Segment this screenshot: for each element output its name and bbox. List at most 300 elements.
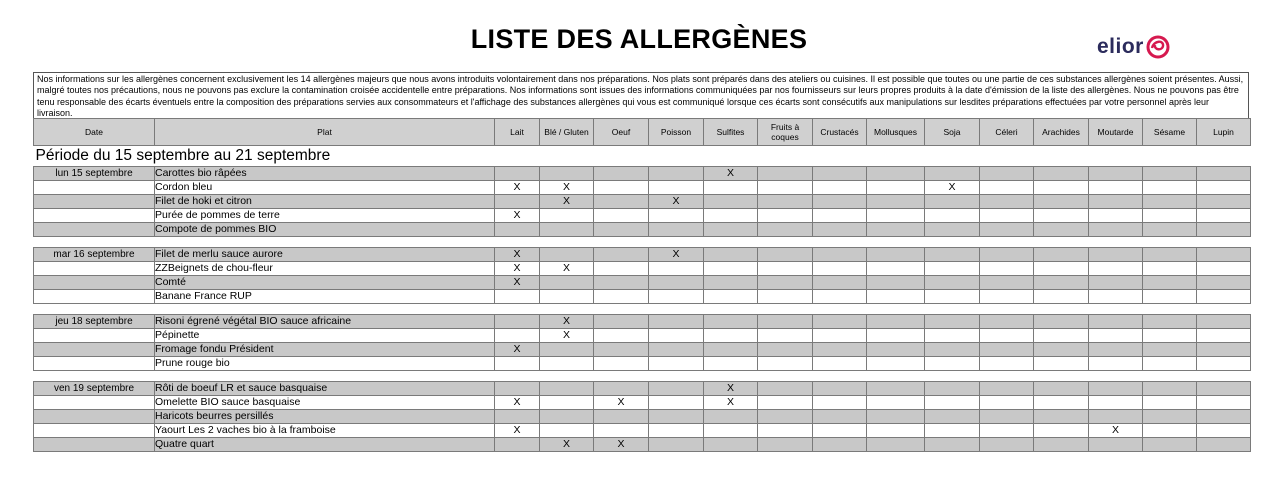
cell-sulfites	[704, 223, 758, 237]
cell-ble-gluten: X	[540, 195, 594, 209]
header-oeuf: Oeuf	[594, 119, 649, 146]
cell-moutarde	[1089, 410, 1143, 424]
cell-oeuf	[594, 223, 649, 237]
cell-sesame	[1143, 276, 1197, 290]
cell-celeri	[980, 195, 1034, 209]
cell-fruits-a-coques	[758, 343, 813, 357]
cell-oeuf	[594, 290, 649, 304]
cell-arachides	[1034, 315, 1089, 329]
cell-oeuf	[594, 382, 649, 396]
cell-lupin	[1197, 396, 1251, 410]
row-plat: Rôti de boeuf LR et sauce basquaise	[155, 382, 495, 396]
cell-soja	[925, 223, 980, 237]
page-title: LISTE DES ALLERGÈNES	[470, 24, 808, 54]
cell-lupin	[1197, 209, 1251, 223]
header-lait: Lait	[495, 119, 540, 146]
header-crustaces: Crustacés	[813, 119, 867, 146]
cell-mollusques	[867, 382, 925, 396]
cell-fruits-a-coques	[758, 396, 813, 410]
row-plat: Yaourt Les 2 vaches bio à la framboise	[155, 424, 495, 438]
cell-sesame	[1143, 290, 1197, 304]
header-poisson: Poisson	[649, 119, 704, 146]
row-date	[34, 438, 155, 452]
cell-moutarde	[1089, 382, 1143, 396]
cell-sulfites	[704, 276, 758, 290]
cell-lupin	[1197, 195, 1251, 209]
allergen-table	[33, 118, 1251, 452]
row-plat: Pépinette	[155, 329, 495, 343]
row-plat: Cordon bleu	[155, 181, 495, 195]
cell-arachides	[1034, 181, 1089, 195]
table-row	[34, 382, 1251, 396]
header-moutarde: Moutarde	[1089, 119, 1143, 146]
cell-celeri	[980, 315, 1034, 329]
cell-moutarde	[1089, 315, 1143, 329]
cell-oeuf	[594, 276, 649, 290]
cell-lupin	[1197, 315, 1251, 329]
cell-sesame	[1143, 262, 1197, 276]
cell-sulfites	[704, 290, 758, 304]
cell-ble-gluten	[540, 223, 594, 237]
cell-lupin	[1197, 343, 1251, 357]
cell-sesame	[1143, 248, 1197, 262]
cell-poisson	[649, 438, 704, 452]
cell-lait: X	[495, 262, 540, 276]
cell-lupin	[1197, 329, 1251, 343]
cell-arachides	[1034, 396, 1089, 410]
row-date	[34, 396, 155, 410]
cell-fruits-a-coques	[758, 357, 813, 371]
header-sulfites: Sulfites	[704, 119, 758, 146]
cell-moutarde	[1089, 195, 1143, 209]
cell-celeri	[980, 276, 1034, 290]
cell-arachides	[1034, 329, 1089, 343]
cell-celeri	[980, 396, 1034, 410]
cell-soja	[925, 343, 980, 357]
cell-sesame	[1143, 315, 1197, 329]
cell-sesame	[1143, 195, 1197, 209]
cell-lait: X	[495, 343, 540, 357]
cell-crustaces	[813, 209, 867, 223]
cell-sesame	[1143, 343, 1197, 357]
cell-poisson	[649, 410, 704, 424]
spacer-row	[34, 237, 1251, 248]
cell-lait: X	[495, 396, 540, 410]
cell-fruits-a-coques	[758, 248, 813, 262]
cell-moutarde	[1089, 438, 1143, 452]
row-plat: Compote de pommes BIO	[155, 223, 495, 237]
spacer-cell	[34, 304, 1251, 315]
cell-fruits-a-coques	[758, 315, 813, 329]
cell-crustaces	[813, 181, 867, 195]
cell-poisson	[649, 357, 704, 371]
cell-arachides	[1034, 262, 1089, 276]
cell-poisson	[649, 262, 704, 276]
cell-lait	[495, 382, 540, 396]
logo-text: elior	[1097, 35, 1144, 58]
cell-lupin	[1197, 276, 1251, 290]
cell-soja	[925, 290, 980, 304]
cell-soja	[925, 262, 980, 276]
period-label: Période du 15 septembre au 21 septembre	[35, 147, 331, 164]
row-plat: Prune rouge bio	[155, 357, 495, 371]
cell-fruits-a-coques	[758, 195, 813, 209]
cell-arachides	[1034, 290, 1089, 304]
cell-sulfites	[704, 209, 758, 223]
cell-mollusques	[867, 290, 925, 304]
cell-lupin	[1197, 181, 1251, 195]
cell-fruits-a-coques	[758, 223, 813, 237]
cell-crustaces	[813, 357, 867, 371]
cell-sesame	[1143, 329, 1197, 343]
row-plat: Filet de merlu sauce aurore	[155, 248, 495, 262]
row-date	[34, 290, 155, 304]
table-row	[34, 223, 1251, 237]
cell-ble-gluten	[540, 167, 594, 181]
cell-moutarde: X	[1089, 424, 1143, 438]
cell-celeri	[980, 329, 1034, 343]
cell-oeuf: X	[594, 396, 649, 410]
header-ble-gluten: Blé / Gluten	[540, 119, 594, 146]
cell-ble-gluten	[540, 209, 594, 223]
cell-lupin	[1197, 424, 1251, 438]
cell-sesame	[1143, 181, 1197, 195]
cell-mollusques	[867, 276, 925, 290]
cell-mollusques	[867, 424, 925, 438]
cell-oeuf	[594, 424, 649, 438]
cell-crustaces	[813, 290, 867, 304]
row-date	[34, 223, 155, 237]
cell-mollusques	[867, 167, 925, 181]
cell-crustaces	[813, 329, 867, 343]
cell-moutarde	[1089, 209, 1143, 223]
cell-sesame	[1143, 438, 1197, 452]
cell-crustaces	[813, 396, 867, 410]
cell-sulfites: X	[704, 382, 758, 396]
cell-celeri	[980, 382, 1034, 396]
cell-lupin	[1197, 248, 1251, 262]
cell-arachides	[1034, 167, 1089, 181]
cell-lait	[495, 329, 540, 343]
header-soja: Soja	[925, 119, 980, 146]
cell-fruits-a-coques	[758, 276, 813, 290]
cell-soja	[925, 329, 980, 343]
table-row	[34, 396, 1251, 410]
cell-sulfites	[704, 315, 758, 329]
cell-lait: X	[495, 424, 540, 438]
table-row	[34, 248, 1251, 262]
cell-moutarde	[1089, 357, 1143, 371]
row-date	[34, 276, 155, 290]
cell-fruits-a-coques	[758, 329, 813, 343]
cell-sulfites: X	[704, 396, 758, 410]
row-plat: Haricots beurres persillés	[155, 410, 495, 424]
row-date: jeu 18 septembre	[34, 315, 155, 329]
header-date: Date	[34, 119, 155, 146]
header-arachides: Arachides	[1034, 119, 1089, 146]
cell-crustaces	[813, 315, 867, 329]
cell-ble-gluten: X	[540, 329, 594, 343]
cell-mollusques	[867, 410, 925, 424]
cell-soja	[925, 167, 980, 181]
cell-crustaces	[813, 167, 867, 181]
cell-lupin	[1197, 382, 1251, 396]
cell-moutarde	[1089, 262, 1143, 276]
cell-crustaces	[813, 382, 867, 396]
cell-arachides	[1034, 223, 1089, 237]
table-row	[34, 276, 1251, 290]
table-row	[34, 315, 1251, 329]
header-fruits-a-coques: Fruits à coques	[758, 119, 813, 146]
spacer-cell	[34, 371, 1251, 382]
cell-poisson	[649, 209, 704, 223]
cell-ble-gluten: X	[540, 438, 594, 452]
cell-lait	[495, 223, 540, 237]
spacer-row	[34, 304, 1251, 315]
cell-celeri	[980, 290, 1034, 304]
cell-soja	[925, 410, 980, 424]
cell-ble-gluten	[540, 396, 594, 410]
table-row	[34, 181, 1251, 195]
cell-moutarde	[1089, 223, 1143, 237]
table-row	[34, 410, 1251, 424]
cell-celeri	[980, 262, 1034, 276]
cell-poisson	[649, 181, 704, 195]
cell-fruits-a-coques	[758, 290, 813, 304]
cell-mollusques	[867, 262, 925, 276]
cell-sesame	[1143, 410, 1197, 424]
cell-celeri	[980, 343, 1034, 357]
cell-arachides	[1034, 410, 1089, 424]
cell-poisson	[649, 424, 704, 438]
cell-mollusques	[867, 195, 925, 209]
cell-mollusques	[867, 181, 925, 195]
cell-poisson	[649, 382, 704, 396]
cell-oeuf	[594, 329, 649, 343]
spacer-cell	[34, 237, 1251, 248]
row-plat: Carottes bio râpées	[155, 167, 495, 181]
cell-lupin	[1197, 290, 1251, 304]
cell-lupin	[1197, 410, 1251, 424]
cell-crustaces	[813, 262, 867, 276]
cell-ble-gluten: X	[540, 181, 594, 195]
cell-oeuf	[594, 262, 649, 276]
cell-fruits-a-coques	[758, 410, 813, 424]
cell-lait	[495, 410, 540, 424]
cell-sulfites	[704, 262, 758, 276]
row-date	[34, 357, 155, 371]
elior-swirl-icon	[1146, 34, 1170, 60]
cell-fruits-a-coques	[758, 262, 813, 276]
row-date	[34, 424, 155, 438]
cell-mollusques	[867, 248, 925, 262]
cell-crustaces	[813, 248, 867, 262]
cell-poisson	[649, 223, 704, 237]
cell-ble-gluten	[540, 276, 594, 290]
cell-soja	[925, 315, 980, 329]
cell-poisson	[649, 315, 704, 329]
period-row	[34, 146, 1251, 167]
table-row	[34, 167, 1251, 181]
cell-arachides	[1034, 209, 1089, 223]
cell-fruits-a-coques	[758, 167, 813, 181]
row-date	[34, 343, 155, 357]
cell-mollusques	[867, 343, 925, 357]
cell-oeuf	[594, 315, 649, 329]
cell-soja: X	[925, 181, 980, 195]
cell-celeri	[980, 438, 1034, 452]
cell-fruits-a-coques	[758, 438, 813, 452]
cell-poisson	[649, 276, 704, 290]
cell-sulfites	[704, 424, 758, 438]
table-row	[34, 195, 1251, 209]
cell-sulfites: X	[704, 167, 758, 181]
cell-arachides	[1034, 248, 1089, 262]
cell-ble-gluten	[540, 382, 594, 396]
cell-soja	[925, 396, 980, 410]
cell-oeuf	[594, 209, 649, 223]
cell-crustaces	[813, 276, 867, 290]
disclaimer-text: Nos informations sur les allergènes concernent exclusivement les 14 allergènes majeurs que nous avons introduits volontairement dans nos préparations. Nos plats sont préparés dans des ateliers ou cuisines. Il est possible que toutes ou une partie de ces substances allergènes soient présentes. Aussi, malgré toutes nos précautions, nous ne pouvons pas exclure la contamination croisée accidentelle entre préparations. Nos informations sont issues des informations communiquées par nos fournisseurs sur leurs propres produits à la date d'émission de la liste des allergènes. Nous ne pouvons pas être tenu responsable des écarts éventuels entre la composition des préparations servies aux consommateurs et l'affichage des substances allergènes qui vous est communiqué lorsque ces écarts sont consécutifs aux manipulations sur lesdites préparations effectuées par votre personnel après leur livraison.	[33, 72, 1249, 118]
cell-oeuf	[594, 181, 649, 195]
header-sesame: Sésame	[1143, 119, 1197, 146]
table-body	[34, 146, 1251, 452]
cell-ble-gluten	[540, 357, 594, 371]
row-date	[34, 329, 155, 343]
row-date: lun 15 septembre	[34, 167, 155, 181]
cell-celeri	[980, 410, 1034, 424]
cell-oeuf	[594, 357, 649, 371]
cell-poisson	[649, 343, 704, 357]
cell-lupin	[1197, 262, 1251, 276]
cell-fruits-a-coques	[758, 181, 813, 195]
cell-sulfites	[704, 195, 758, 209]
cell-sesame	[1143, 382, 1197, 396]
cell-poisson	[649, 396, 704, 410]
cell-sulfites	[704, 181, 758, 195]
cell-ble-gluten	[540, 290, 594, 304]
cell-arachides	[1034, 195, 1089, 209]
cell-celeri	[980, 223, 1034, 237]
cell-ble-gluten	[540, 248, 594, 262]
row-plat: Fromage fondu Président	[155, 343, 495, 357]
cell-sulfites	[704, 329, 758, 343]
cell-crustaces	[813, 343, 867, 357]
cell-moutarde	[1089, 248, 1143, 262]
row-date: ven 19 septembre	[34, 382, 155, 396]
cell-sesame	[1143, 167, 1197, 181]
cell-moutarde	[1089, 329, 1143, 343]
cell-mollusques	[867, 396, 925, 410]
cell-soja	[925, 424, 980, 438]
cell-soja	[925, 276, 980, 290]
cell-poisson: X	[649, 248, 704, 262]
cell-celeri	[980, 424, 1034, 438]
cell-fruits-a-coques	[758, 209, 813, 223]
cell-soja	[925, 357, 980, 371]
row-plat: Filet de hoki et citron	[155, 195, 495, 209]
cell-ble-gluten	[540, 424, 594, 438]
cell-soja	[925, 438, 980, 452]
cell-oeuf	[594, 410, 649, 424]
cell-arachides	[1034, 343, 1089, 357]
cell-moutarde	[1089, 167, 1143, 181]
cell-celeri	[980, 357, 1034, 371]
cell-mollusques	[867, 357, 925, 371]
row-plat: Risoni égrené végétal BIO sauce africaine	[155, 315, 495, 329]
cell-lupin	[1197, 438, 1251, 452]
cell-arachides	[1034, 424, 1089, 438]
cell-celeri	[980, 209, 1034, 223]
cell-sulfites	[704, 438, 758, 452]
table-row	[34, 424, 1251, 438]
cell-poisson: X	[649, 195, 704, 209]
cell-crustaces	[813, 438, 867, 452]
row-plat: Quatre quart	[155, 438, 495, 452]
cell-lupin	[1197, 167, 1251, 181]
cell-mollusques	[867, 209, 925, 223]
row-plat: Omelette BIO sauce basquaise	[155, 396, 495, 410]
elior-logo	[1097, 32, 1170, 62]
header-celeri: Céleri	[980, 119, 1034, 146]
cell-ble-gluten	[540, 343, 594, 357]
table-row	[34, 209, 1251, 223]
table-row	[34, 290, 1251, 304]
cell-sulfites	[704, 357, 758, 371]
cell-crustaces	[813, 410, 867, 424]
header-mollusques: Mollusques	[867, 119, 925, 146]
cell-lupin	[1197, 357, 1251, 371]
cell-mollusques	[867, 438, 925, 452]
cell-mollusques	[867, 329, 925, 343]
spacer-row	[34, 371, 1251, 382]
cell-lupin	[1197, 223, 1251, 237]
row-plat: ZZBeignets de chou-fleur	[155, 262, 495, 276]
cell-mollusques	[867, 223, 925, 237]
cell-poisson	[649, 329, 704, 343]
row-plat: Purée de pommes de terre	[155, 209, 495, 223]
row-date: mar 16 septembre	[34, 248, 155, 262]
cell-poisson	[649, 167, 704, 181]
cell-oeuf	[594, 195, 649, 209]
cell-celeri	[980, 167, 1034, 181]
cell-crustaces	[813, 195, 867, 209]
cell-oeuf	[594, 167, 649, 181]
row-date	[34, 195, 155, 209]
row-date	[34, 410, 155, 424]
cell-sesame	[1143, 396, 1197, 410]
cell-moutarde	[1089, 276, 1143, 290]
row-date	[34, 181, 155, 195]
header-plat: Plat	[155, 119, 495, 146]
cell-ble-gluten	[540, 410, 594, 424]
cell-lait: X	[495, 276, 540, 290]
header-lupin: Lupin	[1197, 119, 1251, 146]
cell-fruits-a-coques	[758, 424, 813, 438]
cell-sesame	[1143, 424, 1197, 438]
cell-lait	[495, 315, 540, 329]
cell-lait: X	[495, 209, 540, 223]
table-row	[34, 357, 1251, 371]
cell-arachides	[1034, 438, 1089, 452]
cell-sesame	[1143, 357, 1197, 371]
table-row	[34, 438, 1251, 452]
cell-oeuf	[594, 343, 649, 357]
cell-soja	[925, 209, 980, 223]
row-date	[34, 209, 155, 223]
cell-lait	[495, 357, 540, 371]
row-date	[34, 262, 155, 276]
